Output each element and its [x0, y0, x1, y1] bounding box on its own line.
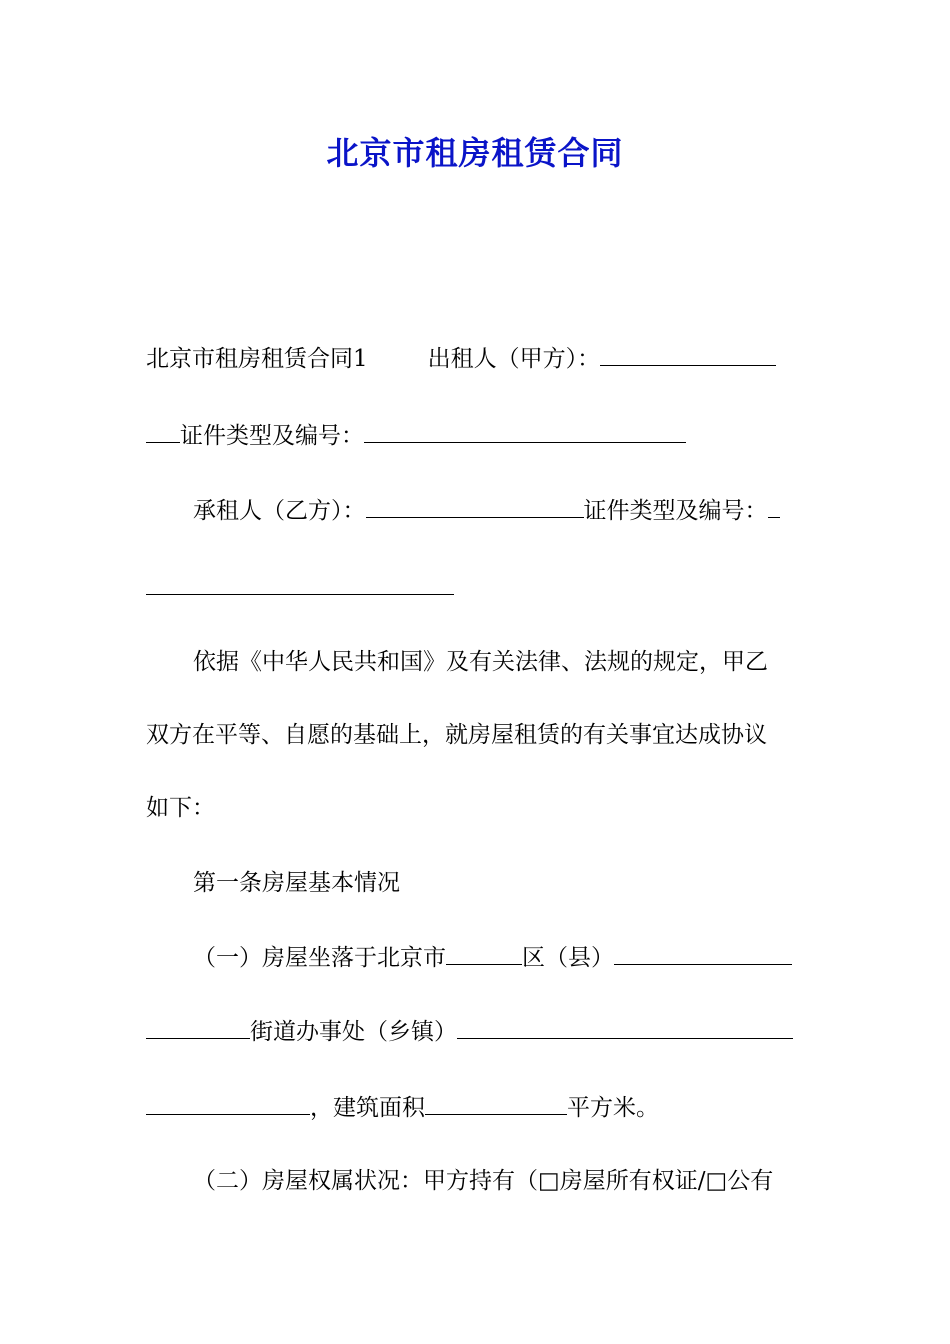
article1-item2-line1: （二）房屋权属状况：甲方持有（□房屋所有权证/□公有 — [193, 1168, 774, 1194]
location-label: （一）房屋坐落于北京市 — [193, 945, 446, 971]
area-unit: 平方米。 — [567, 1095, 659, 1121]
address-blank[interactable] — [614, 942, 792, 965]
lessor-blank-cont[interactable] — [146, 420, 180, 443]
subdistrict-blank[interactable] — [457, 1016, 793, 1039]
district-label: 区（县） — [522, 945, 614, 971]
intro-line — [146, 343, 806, 373]
lessee-id-blank-cont[interactable] — [146, 572, 454, 595]
lessee-blank[interactable] — [366, 495, 584, 518]
lessee-line — [193, 495, 806, 525]
lessee-label: 承租人（乙方）： — [193, 498, 366, 524]
article1-heading: 第一条房屋基本情况 — [193, 870, 400, 896]
basis-line-1: 依据《中华人民共和国》及有关法律、法规的规定，甲乙 — [193, 649, 768, 675]
district-blank[interactable] — [446, 942, 522, 965]
lessee-id-label: 证件类型及编号： — [583, 498, 768, 524]
article1-item1-line1 — [193, 942, 806, 972]
basis-line-2: 双方在平等、自愿的基础上，就房屋租赁的有关事宜达成协议 — [146, 722, 767, 748]
article1-item1-line2 — [146, 1016, 806, 1046]
lessor-label: 出租人（甲方）： — [427, 346, 601, 372]
lessor-id-line — [146, 420, 806, 450]
area-blank[interactable] — [425, 1092, 567, 1115]
basis-line-3: 如下： — [146, 795, 215, 821]
address-blank-cont[interactable] — [146, 1016, 250, 1039]
lessor-id-blank[interactable] — [364, 420, 686, 443]
area-label: ，建筑面积 — [310, 1095, 425, 1121]
lessor-blank[interactable] — [600, 343, 776, 366]
lessee-id-blank[interactable] — [768, 495, 780, 518]
contract-label: 北京市租房租赁合同1 — [146, 346, 368, 372]
subdistrict-label: 街道办事处（乡镇） — [250, 1019, 457, 1045]
document-title: 北京市租房租赁合同 — [326, 134, 624, 172]
lessor-id-label: 证件类型及编号： — [180, 423, 364, 449]
article1-item1-line3 — [146, 1092, 806, 1122]
lessee-id-line — [146, 572, 806, 602]
subdistrict-blank-cont[interactable] — [146, 1092, 310, 1115]
